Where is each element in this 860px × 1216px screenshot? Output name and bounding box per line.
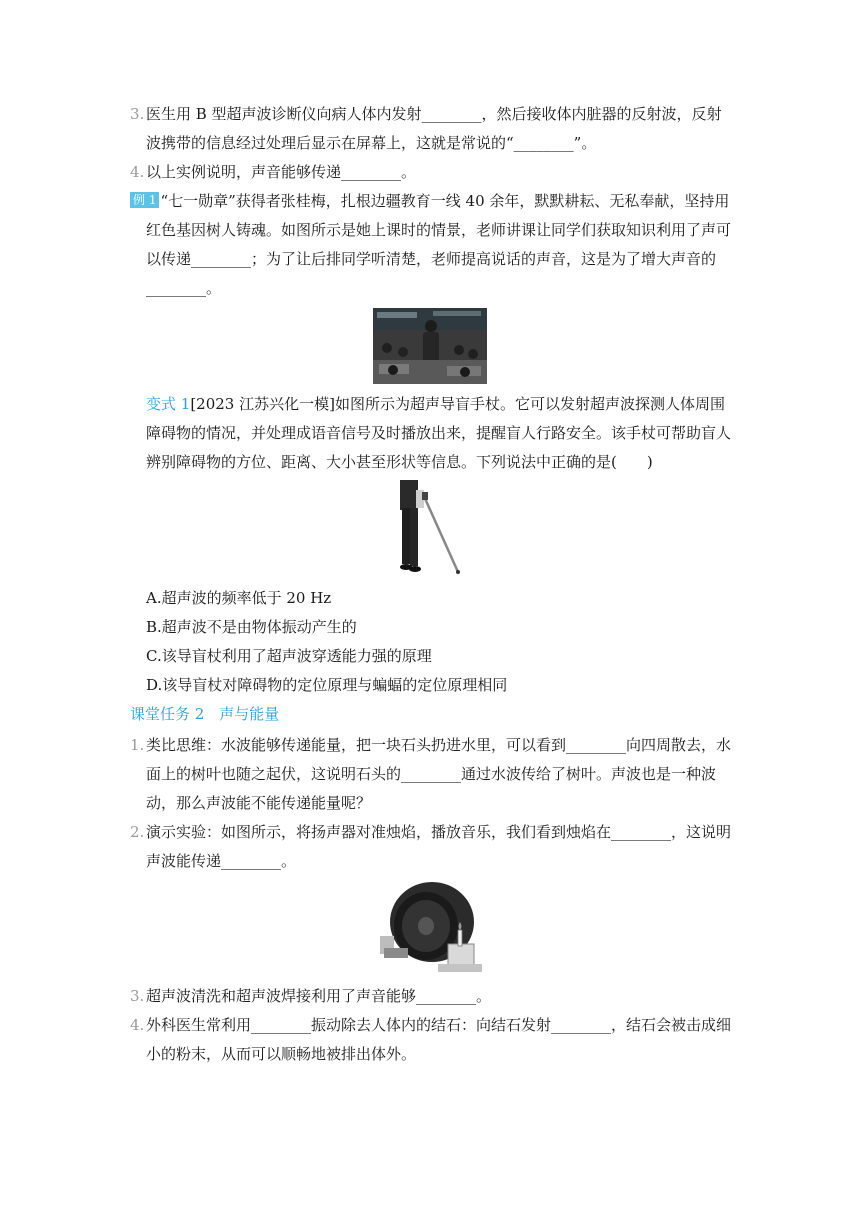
question-number: 1. bbox=[130, 736, 145, 754]
example-text: “七一勋章”获得者张桂梅，扎根边疆教育一线 40 余年，默默耕耘、无私奉献，坚持用红色基因树人铸魂。如图所示是她上课时的情景，老师讲课让同学们获取知识利用了声可以传递________；为了让后排同学听清楚，老师提高说话的声音，这是为了增大声音的________。 bbox=[146, 192, 732, 297]
question-text: 以上实例说明，声音能够传递________。 bbox=[146, 163, 417, 181]
question-number: 3. bbox=[130, 105, 145, 123]
task2-question-3 bbox=[130, 982, 734, 1011]
task2-question-1 bbox=[130, 731, 734, 818]
task2-question-2 bbox=[130, 818, 734, 876]
example-tag: 例 1 bbox=[130, 192, 159, 208]
option-a: A.超声波的频率低于 20 Hz bbox=[146, 589, 332, 607]
section-title: 课堂任务 2 声与能量 bbox=[130, 705, 280, 723]
question-text: 医生用 B 型超声波诊断仪向病人体内发射________，然后接收体内脏器的反射波，反射波携带的信息经过处理后显示在屏幕上，这就是常说的“________”。 bbox=[146, 105, 722, 152]
variant-1 bbox=[146, 390, 736, 477]
question-3 bbox=[130, 100, 734, 158]
question-4 bbox=[130, 158, 734, 187]
question-number: 4. bbox=[130, 163, 145, 181]
question-text: 类比思维：水波能够传递能量，把一块石头扔进水里，可以看到________向四周散去，水面上的树叶也随之起伏，这说明石头的________通过水波传给了树叶。声波也是一种波动，那么声波能不能传递能量呢？ bbox=[146, 736, 732, 812]
example-1 bbox=[130, 187, 734, 303]
question-number: 2. bbox=[130, 823, 145, 841]
variant-label: 变式 1 bbox=[146, 395, 191, 413]
option-b: B.超声波不是由物体振动产生的 bbox=[146, 618, 357, 636]
question-text: 外科医生常利用________振动除去人体内的结石：向结石发射________，结石会被击成细小的粉末，从而可以顺畅地被排出体外。 bbox=[146, 1016, 732, 1063]
ultrasonic-cane-figure bbox=[396, 480, 466, 576]
question-text: 超声波清洗和超声波焊接利用了声音能够________。 bbox=[146, 987, 492, 1005]
speaker-candle-figure bbox=[378, 878, 486, 978]
classroom-photo bbox=[373, 308, 487, 384]
variant-text: [2023 江苏兴化一模]如图所示为超声导盲手杖。它可以发射超声波探测人体周围障碍物的情况，并处理成语音信号及时播放出来，提醒盲人行路安全。该手杖可帮助盲人辨别障碍物的方位、距离、大小甚至形状等信息。下列说法中正确的是( ) bbox=[146, 395, 732, 471]
option-c: C.该导盲杖利用了超声波穿透能力强的原理 bbox=[146, 647, 432, 665]
task2-question-4 bbox=[130, 1011, 734, 1069]
option-d: D.该导盲杖对障碍物的定位原理与蝙蝠的定位原理相同 bbox=[146, 676, 508, 694]
example-body bbox=[130, 187, 734, 303]
question-number: 3. bbox=[130, 987, 145, 1005]
question-number: 4. bbox=[130, 1016, 145, 1034]
question-text: 演示实验：如图所示，将扬声器对准烛焰，播放音乐，我们看到烛焰在________，这说明声波能传递________。 bbox=[146, 823, 732, 870]
